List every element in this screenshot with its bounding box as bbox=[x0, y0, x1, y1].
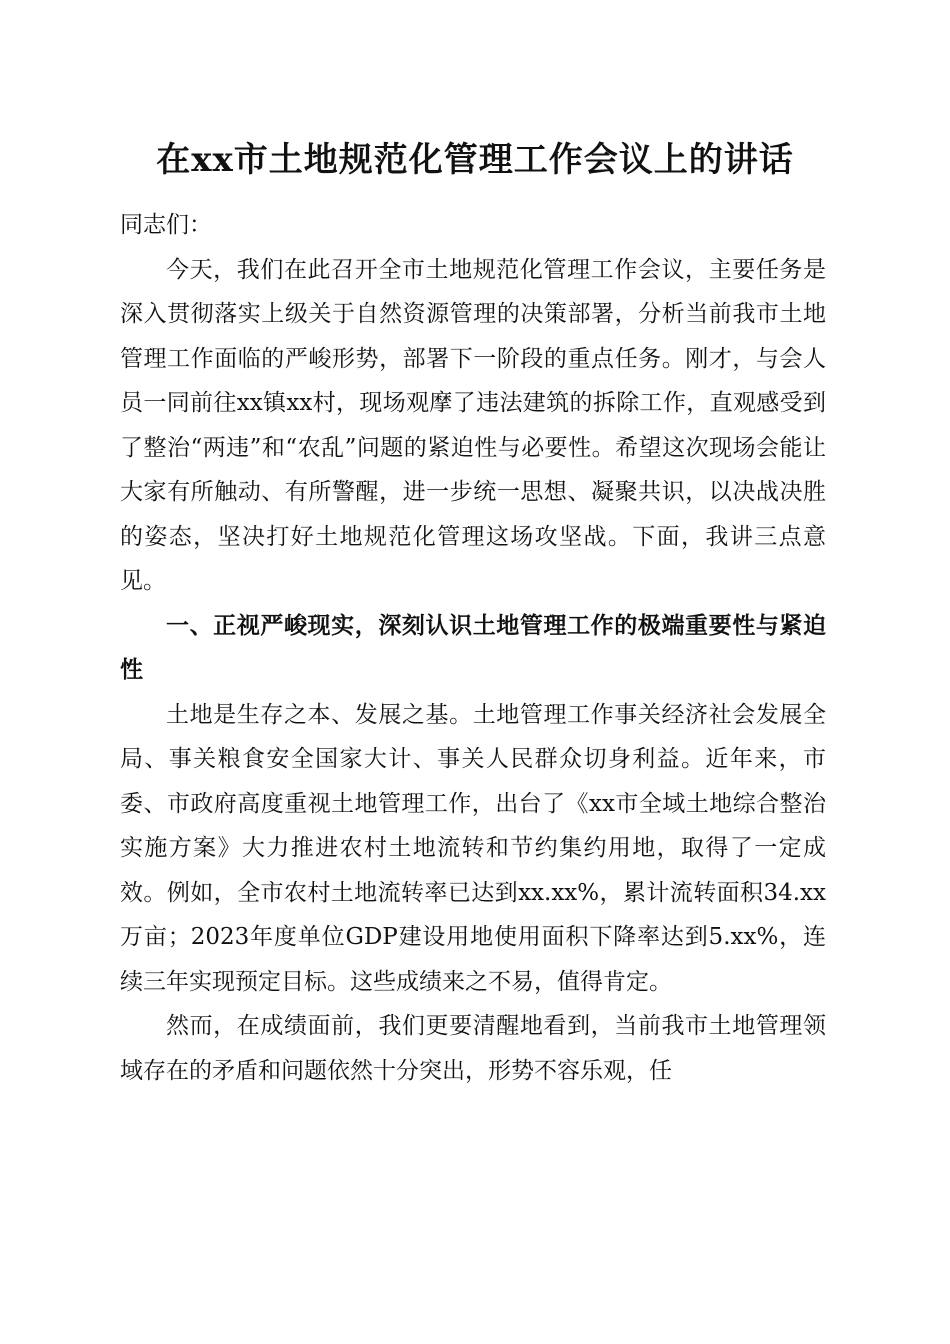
body-paragraph-however: 然而，在成绩面前，我们更要清醒地看到，当前我市土地管理领域存在的矛盾和问题依然十分突出，形势不容乐观，任 bbox=[120, 1013, 826, 1084]
document-title: 在xx市土地规范化管理工作会议上的讲话 bbox=[156, 140, 794, 180]
section-heading-1: 一、正视严峻现实，深刻认识土地管理工作的极端重要性与紧迫性 bbox=[120, 612, 826, 683]
body-paragraph-opening: 今天，我们在此召开全市土地规范化管理工作会议，主要任务是深入贯彻落实上级关于自然资源管理的决策部署，分析当前我市土地管理工作面临的严峻形势，部署下一阶段的重点任务。刚才，与会人员一同前往xx镇xx村，现场观摩了违法建筑的拆除工作，直观感受到了整治“两违”和“农乱”问题的紧迫性与必要性。希望这次现场会能让大家有所触动、有所警醒，进一步统一思想、凝聚共识，以决战决胜的姿态，坚决打好土地规范化管理这场攻坚战。下面，我讲三点意见。 bbox=[120, 256, 826, 594]
document-body bbox=[120, 203, 826, 1093]
salutation: 同志们： bbox=[120, 212, 212, 238]
body-paragraph-land-foundation: 土地是生存之本、发展之基。土地管理工作事关经济社会发展全局、事关粮食安全国家大计、事关人民群众切身利益。近年来，市委、市政府高度重视土地管理工作，出台了《xx市全域土地综合整治实施方案》大力推进农村土地流转和节约集约用地，取得了一定成效。例如，全市农村土地流转率已达到xx.xx%，累计流转面积34.xx万亩；2023年度单位GDP建设用地使用面积下降率达到5.xx%，连续三年实现预定目标。这些成绩来之不易，值得肯定。 bbox=[120, 701, 826, 995]
